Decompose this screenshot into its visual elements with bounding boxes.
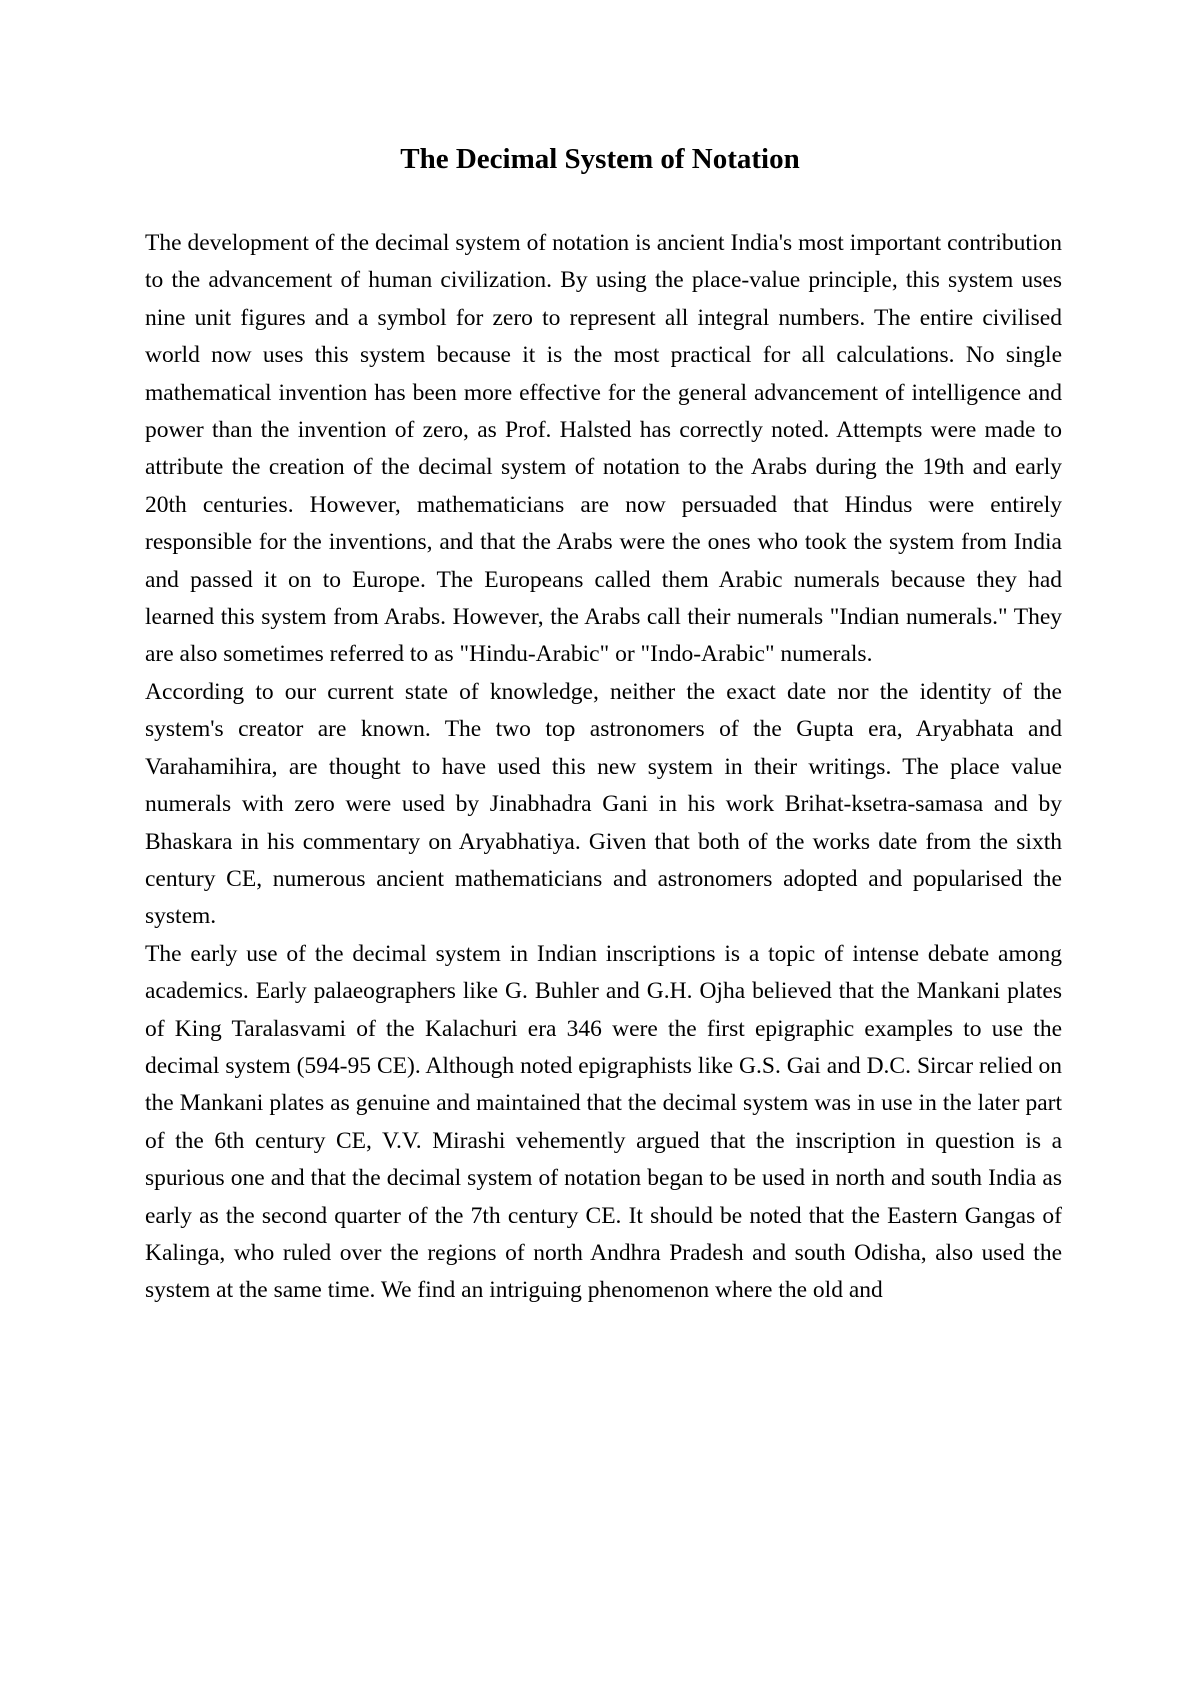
paragraph-1: The development of the decimal system of notation is ancient India's most important contribution to the advancement of human civilization. By using the place-value principle, this system uses nine unit figures and a symbol for zero to represent all integral numbers. The entire civilised world now uses this system because it is the most practical for all calculations. No single mathematical invention has been more effective for the general advancement of intelligence and power than the invention of zero, as Prof. Halsted has correctly noted. Attempts were made to attribute the creation of the decimal system of notation to the Arabs during the 19th and early 20th centuries. However, mathematicians are now persuaded that Hindus were entirely responsible for the inventions, and that the Arabs were the ones who took the system from India and passed it on to Europe. The Europeans called them Arabic numerals because they had learned this system from Arabs. However, the Arabs call their numerals "Indian numerals." They are also sometimes referred to as "Hindu-Arabic" or "Indo-Arabic" numerals. <box>145 230 1062 668</box>
paragraph-2: According to our current state of knowledge, neither the exact date nor the identity of the system's creator are known. The two top astronomers of the Gupta era, Aryabhata and Varahamihira, are thought to have used this new system in their writings. The place value numerals with zero were used by Jinabhadra Gani in his work Brihat-ksetra-samasa and by Bhaskara in his commentary on Aryabhatiya. Given that both of the works date from the sixth century CE, numerous ancient mathematicians and astronomers adopted and popularised the system. <box>145 678 1062 930</box>
page-title: The Decimal System of Notation <box>400 143 800 175</box>
document-body <box>145 225 1062 1310</box>
paragraph-3: The early use of the decimal system in Indian inscriptions is a topic of intense debate among academics. Early palaeographers like G. Buhler and G.H. Ojha believed that the Mankani plates of King Taralasvami of the Kalachuri era 346 were the first epigraphic examples to use the decimal system (594-95 CE). Although noted epigraphists like G.S. Gai and D.C. Sircar relied on the Mankani plates as genuine and maintained that the decimal system was in use in the later part of the 6th century CE, V.V. Mirashi vehemently argued that the inscription in question is a spurious one and that the decimal system of notation began to be used in north and south India as early as the second quarter of the 7th century CE. It should be noted that the Eastern Gangas of Kalinga, who ruled over the regions of north Andhra Pradesh and south Odisha, also used the system at the same time. We find an intriguing phenomenon where the old and <box>145 940 1062 1304</box>
